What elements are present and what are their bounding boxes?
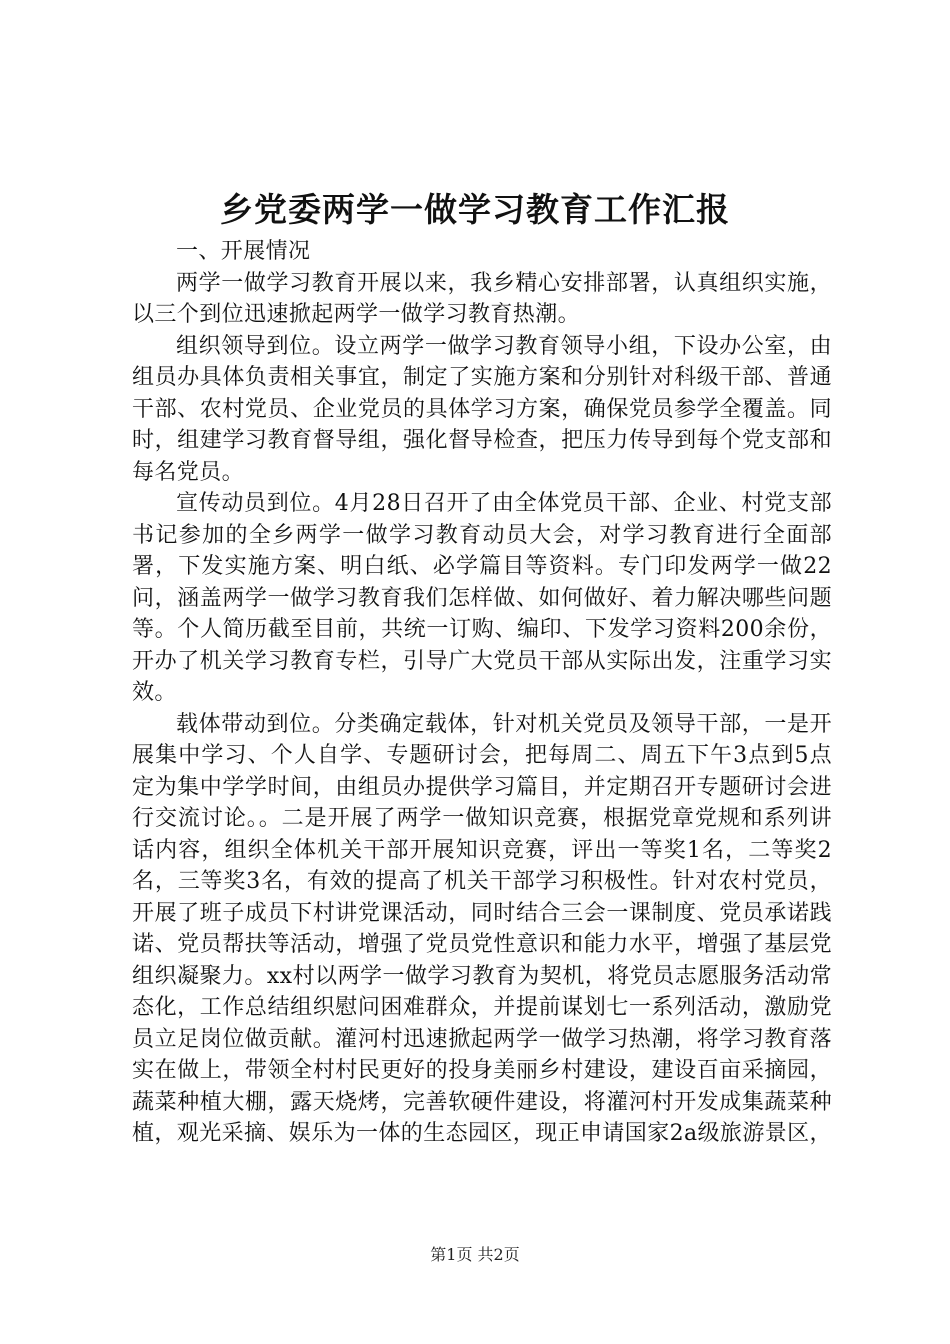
paragraph-publicity: 宣传动员到位。4月28日召开了由全体党员干部、企业、村党支部书记参加的全乡两学一做学习教育动员大会，对学习教育进行全面部署，下发实施方案、明白纸、必学篇目等资料。专门印发两学一做22问，涵盖两学一做学习教育我们怎样做、如何做好、着力解决哪些问题等。个人简历截至目前，共统一订购、编印、下发学习资料200余份，开办了机关学习教育专栏，引导广大党员干部从实际出发，注重学习实效。 <box>132 491 832 705</box>
paragraph-intro: 两学一做学习教育开展以来，我乡精心安排部署，认真组织实施，以三个到位迅速掀起两学一做学习教育热潮。 <box>132 270 832 327</box>
page-footer: 第1页 共2页 <box>430 1245 520 1264</box>
document-body <box>132 236 832 1150</box>
document-title: 乡党委两学一做学习教育工作汇报 <box>220 190 730 229</box>
section-heading: 一、开展情况 <box>176 239 311 264</box>
paragraph-organization: 组织领导到位。设立两学一做学习教育领导小组，下设办公室，由组员办具体负责相关事宜，制定了实施方案和分别针对科级干部、普通干部、农村党员、企业党员的具体学习方案，确保党员参学全覆盖。同时，组建学习教育督导组，强化督导检查，把压力传导到每个党支部和每名党员。 <box>132 333 832 485</box>
paragraph-carrier: 载体带动到位。分类确定载体，针对机关党员及领导干部，一是开展集中学习、个人自学、专题研讨会，把每周二、周五下午3点到5点定为集中学学时间，由组员办提供学习篇目，并定期召开专题研讨会进行交流讨论。。二是开展了两学一做知识竞赛，根据党章党规和系列讲话内容，组织全体机关干部开展知识竞赛，评出一等奖1名，二等奖2名，三等奖3名，有效的提高了机关干部学习积极性。针对农村党员，开展了班子成员下村讲党课活动，同时结合三会一课制度、党员承诺践诺、党员帮扶等活动，增强了党员党性意识和能力水平，增强了基层党组织凝聚力。xx村以两学一做学习教育为契机，将党员志愿服务活动常态化，工作总结组织慰问困难群众，并提前谋划七一系列活动，激励党员立足岗位做贡献。灌河村迅速掀起两学一做学习热潮，将学习教育落实在做上，带领全村村民更好的投身美丽乡村建设，建设百亩采摘园，蔬菜种植大棚，露天烧烤，完善软硬件建设，将灌河村开发成集蔬菜种植，观光采摘、娱乐为一体的生态园区，现正申请国家2a级旅游景区， <box>132 711 832 1146</box>
